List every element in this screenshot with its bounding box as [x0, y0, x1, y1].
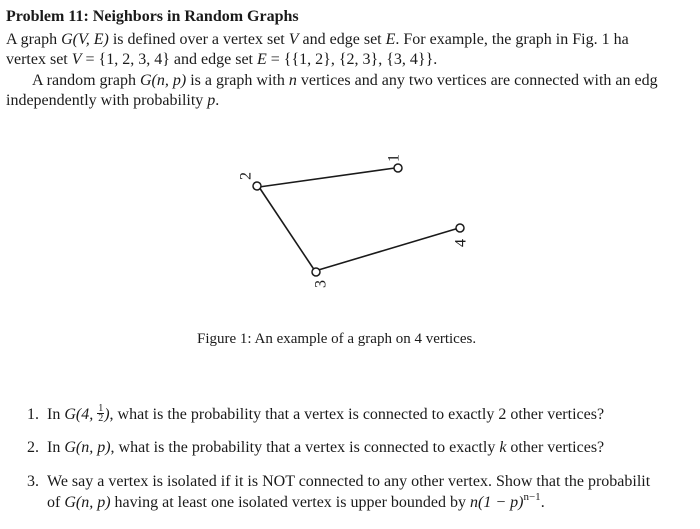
problem-title: Problem 11: Neighbors in Random Graphs: [6, 8, 299, 25]
edge-1-2: [259, 168, 395, 187]
vertex-label-4: 4: [452, 239, 470, 247]
vertex-3: [312, 268, 320, 276]
vertex-1: [394, 164, 402, 172]
edge-3-4: [315, 228, 459, 271]
question-number: 1.: [27, 406, 39, 423]
question-number: 2.: [27, 439, 39, 456]
vertex-label-1: 1: [385, 154, 403, 162]
paragraph-1-line-2: vertex set V = {1, 2, 3, 4} and edge set E = {{1, 2}, {2, 3}, {3, 4}}.: [6, 51, 438, 68]
vertex-4: [456, 224, 464, 232]
vertex-label-3: 3: [312, 280, 330, 288]
vertex-2: [253, 182, 261, 190]
figure-caption: Figure 1: An example of a graph on 4 vertices.: [197, 331, 477, 347]
graph-figure: [200, 130, 500, 310]
vertex-label-2: 2: [237, 172, 255, 180]
question-number: 3.: [27, 473, 39, 490]
paragraph-2-line-2: independently with probability p.: [6, 92, 220, 109]
edge-2-3: [259, 187, 315, 271]
question-3-line-1: 3. We say a vertex is isolated if it is NOT connected to any other vertex. Show that the probabilit: [27, 471, 650, 493]
question-2: 2. In G(n, p), what is the probability that a vertex is connected to exactly k other vertices?: [27, 437, 604, 459]
paragraph-2-line-1: A random graph G(n, p) is a graph with n vertices and any two vertices are connected with an edg: [32, 72, 658, 89]
fraction: $\frac{1}{2}$: [98, 403, 104, 424]
question-3-line-2: of G(n, p) having at least one isolated vertex is upper bounded by $n(1 - p)^{n-1}$.: [47, 491, 545, 511]
question-1: 1. In G(4, $\frac{1}{2}$ ), what is the probability that a vertex is connected to exactly 2 other vertices?: [27, 403, 605, 424]
paragraph-1-line-1: A graph G(V, E) is defined over a vertex set V and edge set E. For example, the graph in Fig. 1 ha: [6, 31, 629, 48]
